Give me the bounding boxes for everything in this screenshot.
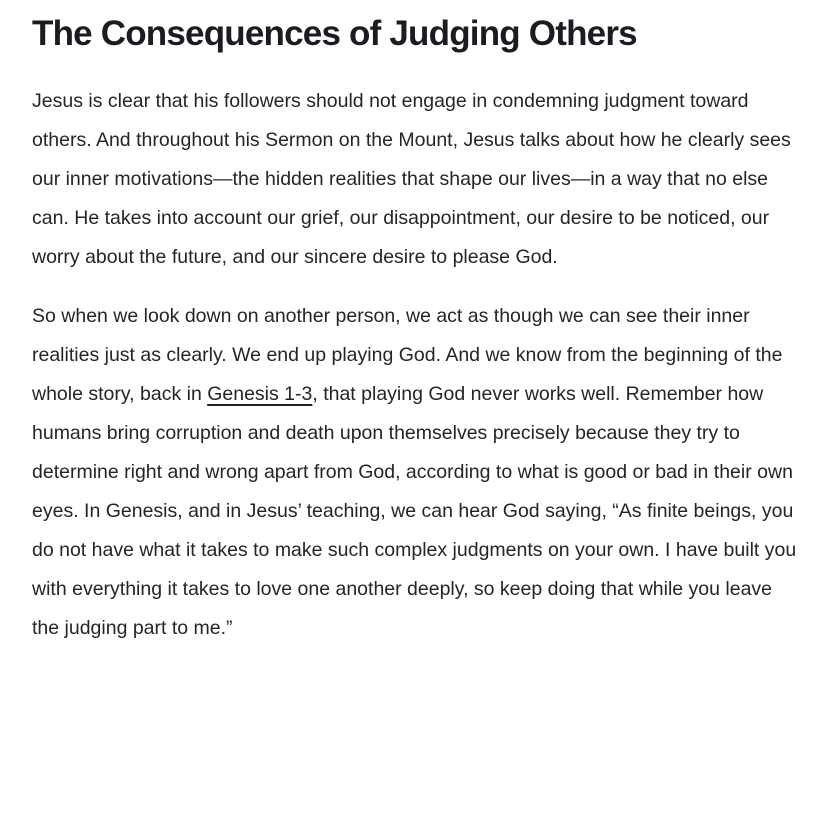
paragraph-playing-god-text-before-link: So when we look down on another person, we act as though we can see their inner realities just as clearly. We end up playing God. And we know from the beginning of the whole story, back in	[32, 304, 783, 405]
genesis-1-3-link[interactable]: Genesis 1-3	[207, 382, 313, 405]
paragraph-playing-god	[32, 297, 800, 648]
paragraph-judgment-intro	[32, 82, 800, 277]
paragraph-playing-god-text-after-link: , that playing God never works well. Remember how humans bring corruption and death upon themselves precisely because they try to determine right and wrong apart from God, according to what is good or bad in their own eyes. In Genesis, and in Jesus’ teaching, we can hear God saying, “As finite beings, you do not have what it takes to make such complex judgments on your own. I have built you with everything it takes to love one another deeply, so keep doing that while you leave the judging part to me.”	[32, 382, 797, 639]
page-title: The Consequences of Judging Others	[32, 14, 637, 53]
paragraph-judgment-intro-text: Jesus is clear that his followers should not engage in condemning judgment toward others. And throughout his Sermon on the Mount, Jesus talks about how he clearly sees our inner motivations—the hidden realities that shape our lives—in a way that no else can. He takes into account our grief, our disappointment, our desire to be noticed, our worry about the future, and our sincere desire to please God.	[32, 89, 791, 268]
